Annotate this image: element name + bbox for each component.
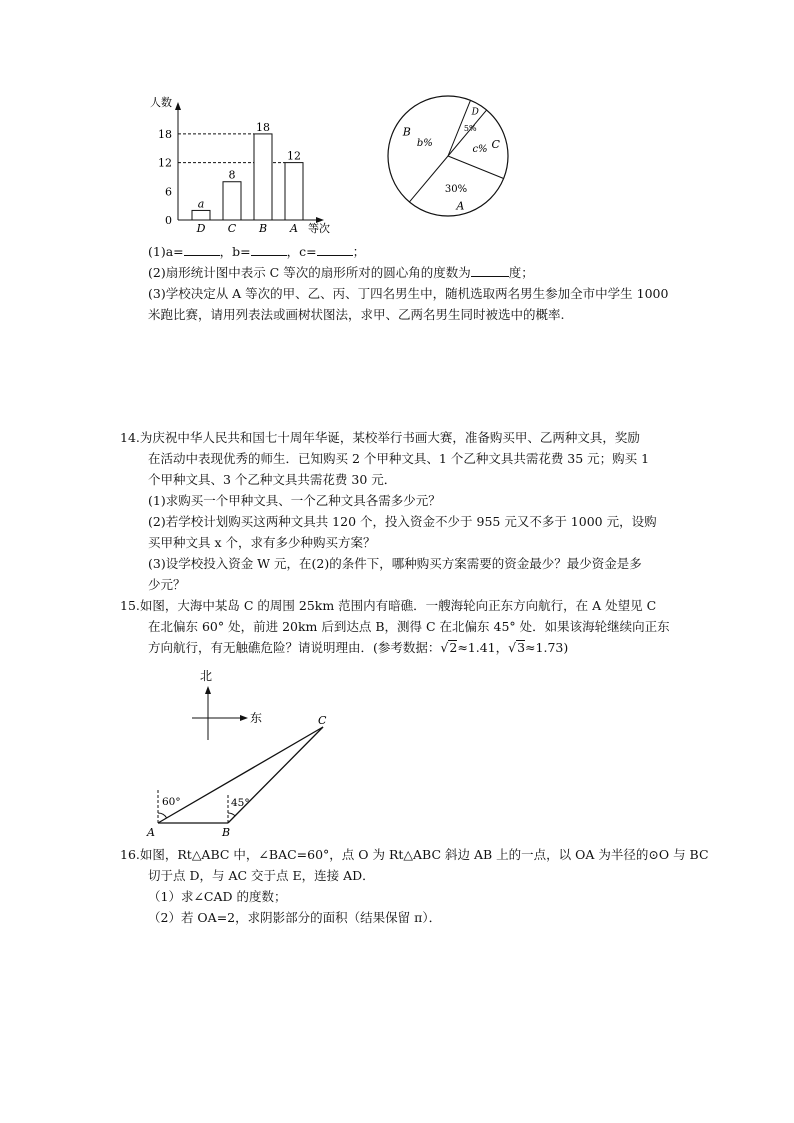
bar-chart: [140, 90, 340, 235]
q16-line3: （1）求∠CAD 的度数；: [148, 889, 287, 904]
q14-line2: 在活动中表现优秀的师生．已知购买 2 个甲种文具、1 个乙种文具共需花费 35 元；购买 1: [148, 451, 650, 466]
point-b-label: B: [222, 826, 231, 839]
angle-label-b: 45°: [231, 797, 250, 809]
pie-slice-value: 5%: [463, 123, 477, 133]
bar-value-label: 18: [256, 120, 270, 134]
q15-line3: 方向航行，有无触礁危险？请说明理由．(参考数据：√2≈1.41，√3≈1.73): [148, 640, 569, 655]
bar-A: [285, 163, 303, 220]
q14-line3: 个甲种文具、3 个乙种文具共需花费 30 元．: [148, 472, 397, 487]
bar-D: [192, 210, 210, 220]
q16-line1: 16.如图，Rt△ABC 中，∠BAC=60°，点 O 为 Rt△ABC 斜边 AB 上的一点，以 OA 为半径的⊙O 与 BC: [120, 847, 709, 862]
angle-label-a: 60°: [162, 796, 181, 808]
point-c-label: C: [318, 714, 327, 727]
pie-slice-value: b%: [416, 138, 433, 150]
x-tick-label: A: [290, 222, 298, 235]
sqrt-3: 3: [517, 640, 526, 655]
q13-p2-text: (2)扇形统计图中表示 C 等次的扇形所对的圆心角的度数为: [148, 265, 471, 280]
approx-sqrt3: ≈1.73): [525, 640, 569, 655]
pie-slice-value: 30%: [444, 184, 468, 196]
sqrt-2: 2: [449, 640, 458, 655]
x-tick-label: B: [258, 222, 268, 235]
pie-slice-label: A: [456, 199, 465, 213]
q13-c-label: ，c=: [286, 244, 317, 259]
q14-line5: (2)若学校计划购买这两种文具共 120 个，投入资金不少于 955 元又不多于 1000 元，设购: [148, 514, 657, 529]
bar-value-label: a: [197, 197, 205, 211]
q15-line3-text: 方向航行，有无触礁危险？请说明理由．(参考数据：: [148, 640, 441, 655]
north-label: 北: [200, 669, 213, 683]
blank-c[interactable]: [317, 242, 353, 256]
y-axis-arrow: [175, 102, 181, 110]
y-tick-label: 12: [158, 156, 172, 170]
bar-B: [254, 134, 272, 220]
q16-line4: （2）若 OA=2，求阴影部分的面积（结果保留 π）．: [148, 910, 442, 925]
q13-a-label: (1)a=: [148, 244, 184, 259]
compass-north-arrow: [205, 686, 211, 694]
blank-angle[interactable]: [471, 263, 509, 277]
q13-b-label: ，b=: [219, 244, 251, 259]
blank-a[interactable]: [184, 242, 220, 256]
bar-value-label: 12: [287, 149, 301, 163]
pie-slice-value: c%: [472, 144, 488, 156]
q13-part3-line1: (3)学校决定从 A 等次的甲、乙、丙、丁四名男生中，随机选取两名男生参加全市中学生 1000: [148, 286, 669, 301]
q15-line2: 在北偏东 60° 处，前进 20km 后到达点 B，测得 C 在北偏东 45° 处．如果该海轮继续向正东: [148, 619, 670, 634]
pie-slice-label: B: [402, 125, 411, 139]
approx-sqrt2: ≈1.41，: [457, 640, 509, 655]
q14-line4: (1)求购买一个甲种文具、一个乙种文具各需多少元？: [148, 493, 441, 508]
pie-slice-label: C: [491, 138, 500, 152]
q14-line1: 14.为庆祝中华人民共和国七十周年华诞，某校举行书画大赛，准备购买甲、乙两种文具，奖励: [120, 430, 640, 445]
east-label: 东: [250, 711, 263, 725]
x-tick-label: C: [227, 222, 237, 235]
q13-p2-end: 度；: [508, 265, 534, 280]
pie-slice-label: D: [471, 107, 479, 118]
point-a-label: A: [147, 826, 155, 839]
q13-part2: [148, 263, 534, 283]
x-tick-label: D: [196, 222, 206, 235]
q16-line2: 切于点 D，与 AC 交于点 E，连接 AD．: [148, 868, 375, 883]
q14-line6: 买甲种文具 x 个，求有多少种购买方案？: [148, 535, 376, 550]
q14-line8: 少元？: [148, 577, 186, 592]
y-tick-label: 18: [158, 127, 172, 141]
y-tick-label: 6: [165, 185, 172, 199]
q15-figure: [140, 660, 340, 840]
angle-arc-b: [228, 813, 235, 816]
bar-C: [223, 182, 241, 220]
q14-line7: (3)设学校投入资金 W 元，在(2)的条件下，哪种购买方案需要的资金最少？最少资金是多: [148, 556, 642, 571]
q13-p1-end: ；: [352, 244, 366, 259]
q13-part3-line2: 米跑比赛，请用列表法或画树状图法，求甲、乙两名男生同时被选中的概率.: [148, 307, 565, 322]
blank-b[interactable]: [251, 242, 287, 256]
compass-east-arrow: [240, 715, 248, 721]
angle-arc-a: [158, 813, 167, 818]
y-axis-title: 人数: [150, 96, 172, 109]
q15-line1: 15.如图，大海中某岛 C 的周围 25km 范围内有暗礁．一艘海轮向正东方向航行，在 A 处望见 C: [120, 598, 657, 613]
y-tick-label: 0: [165, 214, 172, 227]
q13-part1: [148, 242, 365, 262]
bar-value-label: 8: [228, 168, 236, 182]
x-axis-title: 等次: [308, 222, 330, 235]
pie-chart: [380, 90, 520, 225]
